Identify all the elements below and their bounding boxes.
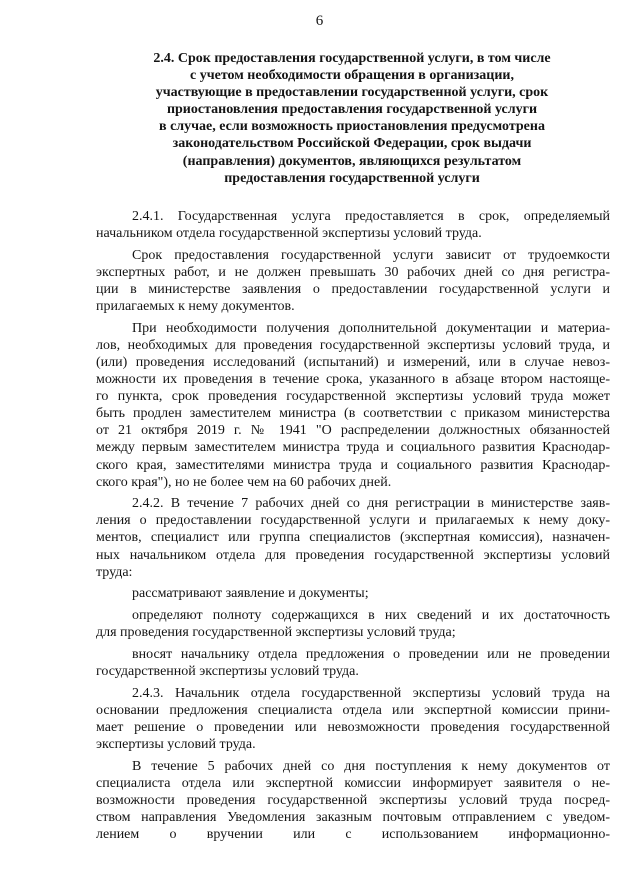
text-line: государственной экспертизы условий труда. — [96, 663, 359, 679]
text-line: специалиста отдела или экспертной комиссии информирует заявителя о не- — [96, 775, 610, 791]
text-line: начальником отдела государственной экспертизы условий труда. — [96, 226, 482, 242]
paragraph — [96, 646, 610, 680]
paragraph — [96, 320, 610, 491]
section-body — [96, 208, 610, 848]
section-heading — [96, 50, 608, 187]
text-line: 2.4.1. Государственная услуга предоставляется в срок, определяемый — [132, 209, 610, 224]
text-line: основании предложения специалиста отдела или экспертной комиссии прини- — [96, 702, 610, 718]
text-line: вносят начальнику отдела предложения о проведении или не проведении — [132, 646, 610, 662]
text-line: 2.4.3. Начальник отдела государственной экспертизы условий труда на — [132, 685, 610, 701]
paragraph — [96, 685, 610, 753]
text-line: ных начальником отдела для проведения государственной экспертизы условий — [96, 547, 610, 563]
text-line: между первым заместителем министра труда и социального развития Краснодар- — [96, 440, 610, 456]
paragraph — [96, 758, 610, 843]
heading-line: с учетом необходимости обращения в организации, — [190, 68, 514, 84]
text-line: экспертных работ, и не должен превышать 30 рабочих дней со дня регистра- — [96, 264, 610, 280]
text-line: ского края"), но не более чем на 60 рабочих дней. — [96, 474, 392, 490]
text-line: 2.4.2. В течение 7 рабочих дней со дня регистрации в министерстве заяв- — [132, 496, 610, 512]
text-line: быть продлен заместителем министра (в соответствии с приказом министерства — [96, 406, 610, 422]
text-line: мает решение о проведении или невозможности проведения государственной — [96, 719, 610, 735]
paragraph — [96, 607, 610, 641]
text-line: ции в министерстве заявления о предоставлении государственной услуги и — [96, 281, 610, 297]
text-line: возможности проведения государственной экспертизы условий труда посред- — [96, 792, 610, 808]
text-line: труда: — [96, 564, 133, 580]
text-line: ления о предоставлении государственной услуги и прилагаемых к нему доку- — [96, 513, 610, 529]
heading-line: участвующие в предоставлении государственной услуги, срок — [155, 85, 549, 101]
heading-line: законодательством Российской Федерации, срок выдачи — [172, 136, 532, 152]
page-number: 6 — [315, 13, 324, 29]
text-line: При необходимости получения дополнительной документации и материа- — [132, 320, 610, 336]
text-line: лов, необходимых для проведения государственной экспертизы условий труда, и — [96, 337, 610, 353]
text-line: ского края, заместителями министра труда и социального развития Краснодар- — [96, 457, 610, 473]
text-line: Срок предоставления государственной услуги зависит от трудоемкости — [132, 247, 610, 263]
heading-line: (направления) документов, являющихся результатом — [182, 153, 522, 169]
heading-line: предоставления государственной услуги — [224, 170, 480, 186]
heading-line: приостановления предоставления государственной услуги — [166, 102, 538, 118]
heading-line: в случае, если возможность приостановления предусмотрена — [159, 119, 545, 135]
text-line: рассматривают заявление и документы; — [132, 586, 369, 602]
text-line: ментов, специалист или группа специалистов (экспертная комиссия), назначен- — [96, 530, 610, 546]
text-line: (или) проведения исследований (испытаний) и измерений, или в случае невоз- — [96, 354, 610, 370]
text-line: прилагаемых к нему документов. — [96, 299, 295, 315]
paragraph — [96, 585, 610, 602]
text-line: лением о вручении или с использованием информационно- — [96, 826, 610, 842]
paragraph — [96, 247, 610, 315]
text-line: можности их проведения в течение срока, указанного в абзаце втором настояще- — [96, 372, 610, 388]
text-line: от 21 октября 2019 г. № 1941 "О распределении должностных обязанностей — [96, 423, 610, 439]
text-line: для проведения государственной экспертизы условий труда; — [96, 625, 456, 641]
paragraph — [96, 208, 610, 242]
text-line: В течение 5 рабочих дней со дня поступления к нему документов от — [132, 758, 610, 774]
text-line: определяют полноту содержащихся в них сведений и их достаточность — [132, 608, 610, 624]
heading-line: 2.4. Срок предоставления государственной услуги, в том числе — [153, 51, 551, 66]
text-line: го пункта, срок проведения государственной экспертизы условий труда может — [96, 389, 610, 405]
text-line: ством направления Уведомления заказным почтовым отправлением с уведом- — [96, 809, 610, 825]
paragraph — [96, 495, 610, 580]
text-line: экспертизы условий труда. — [96, 736, 256, 752]
